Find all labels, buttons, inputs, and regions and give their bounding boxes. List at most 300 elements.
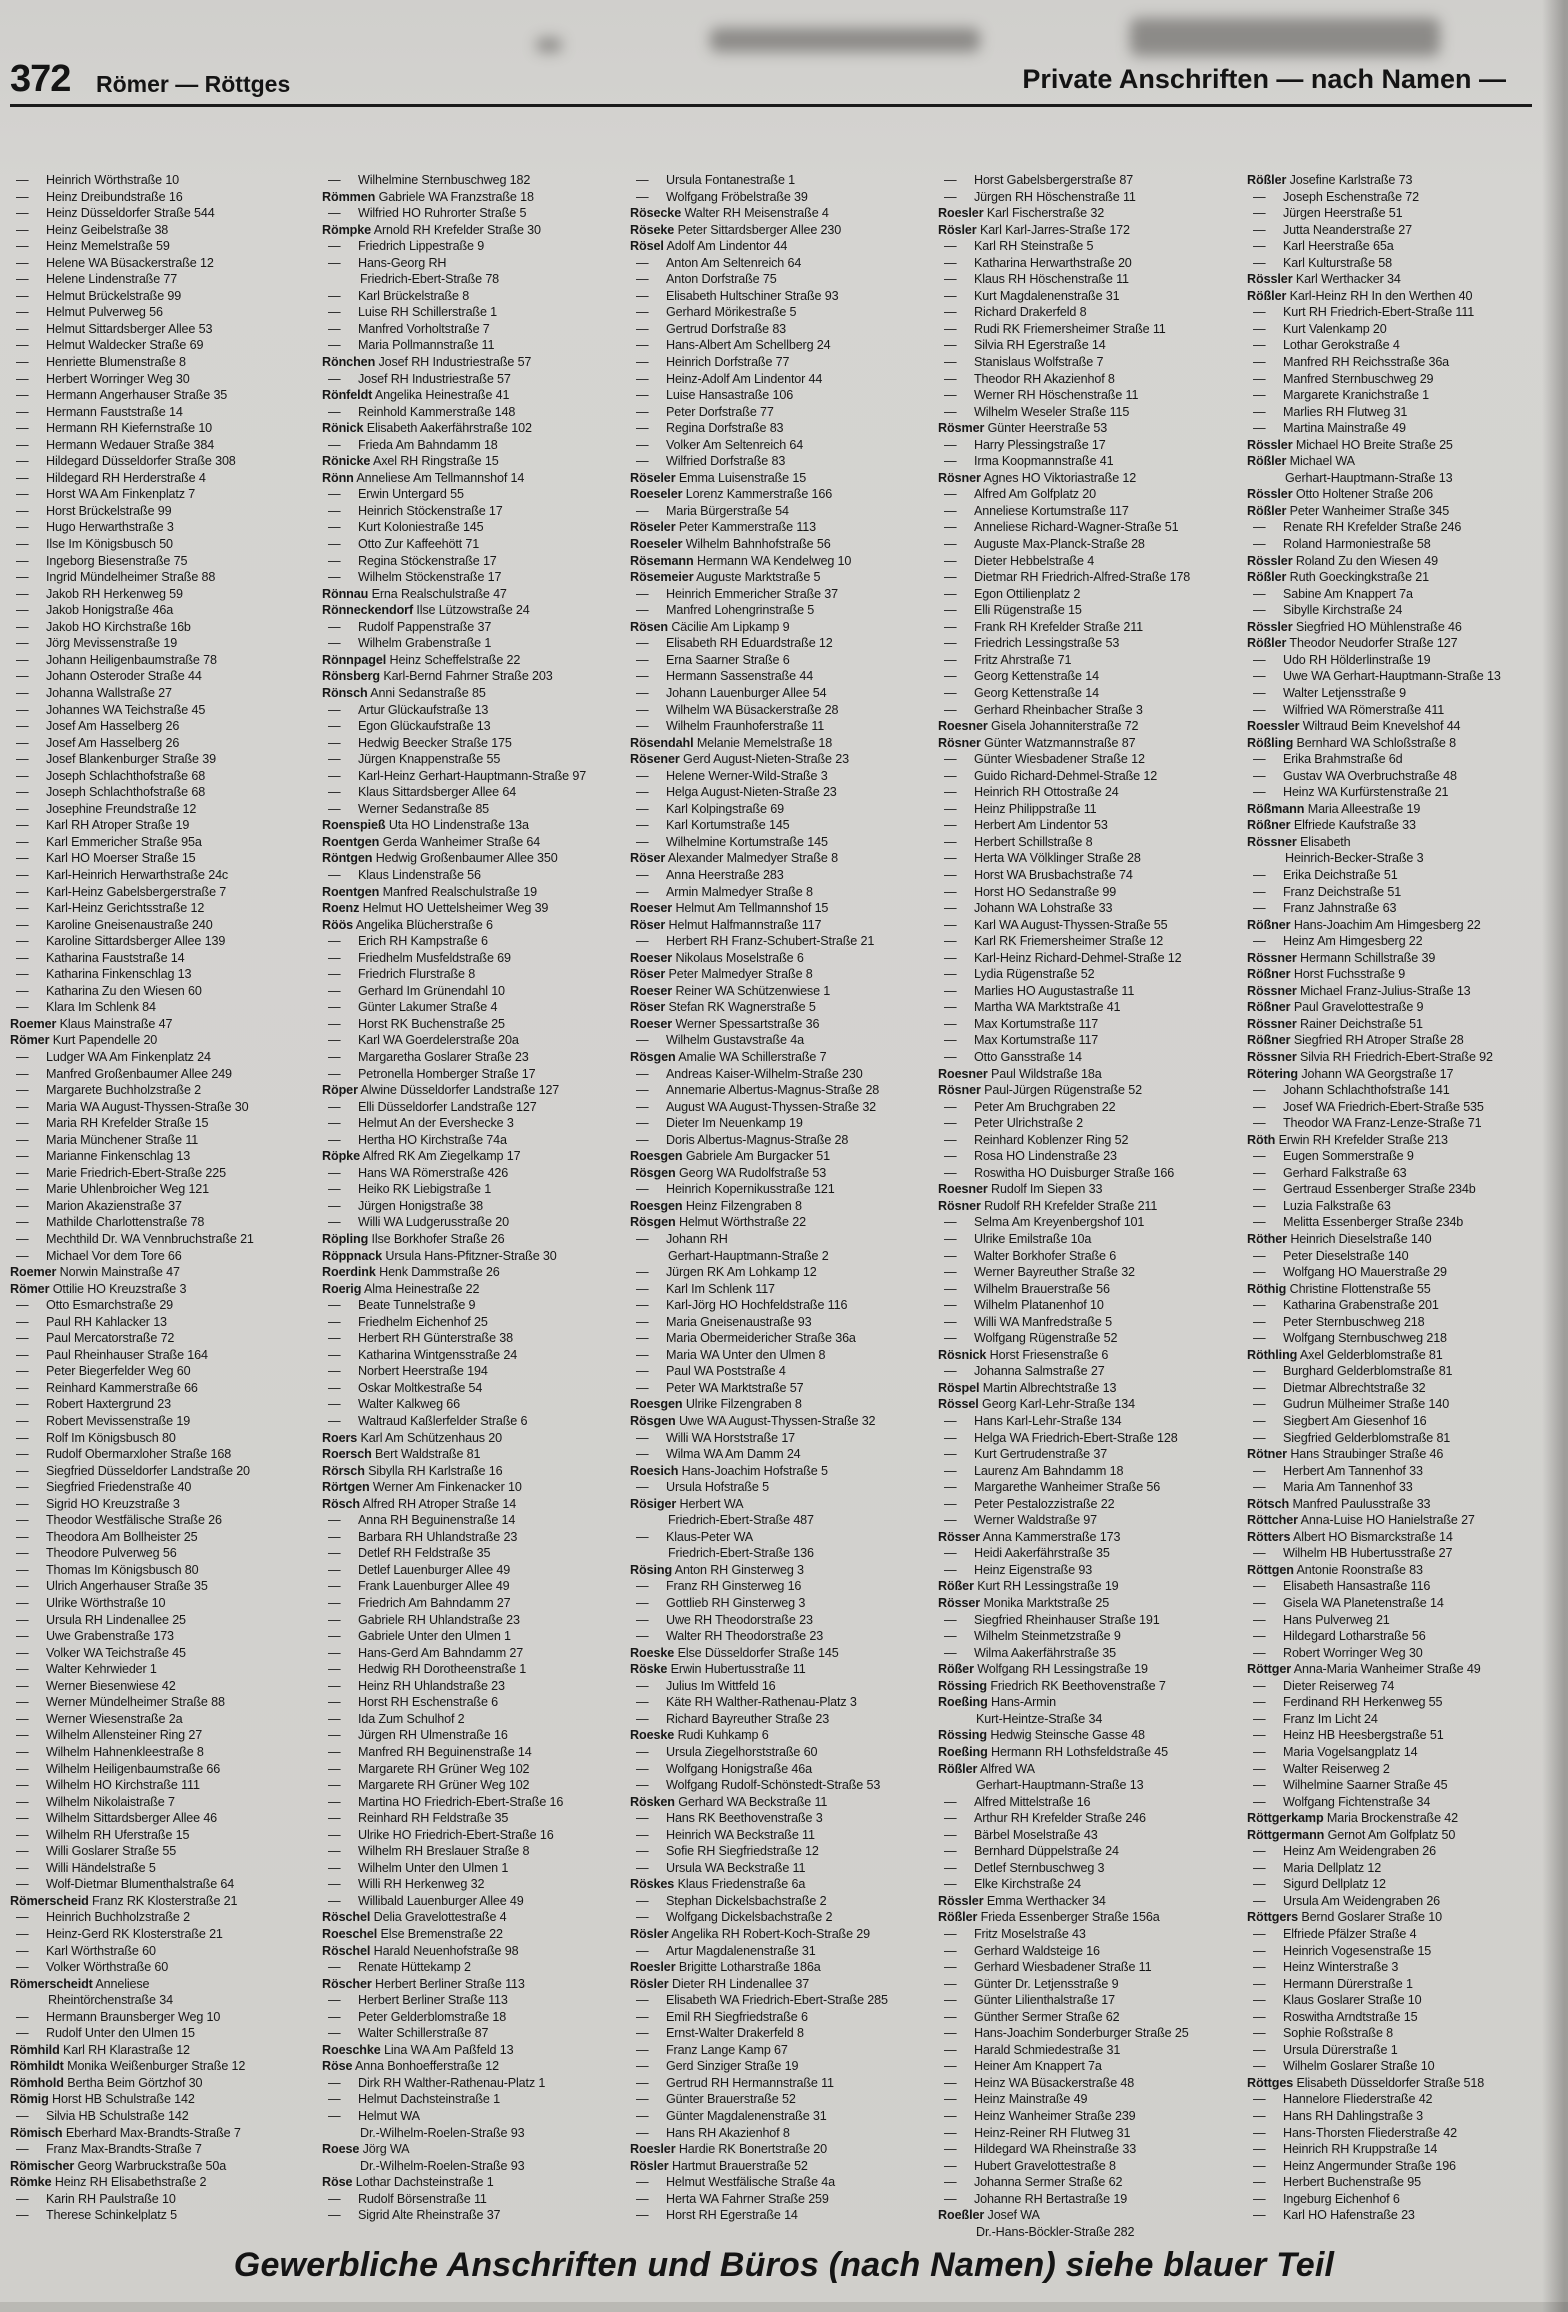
- entry-line: — Ferdinand RH Herkenweg 55: [1253, 1695, 1443, 1710]
- entry-line: — Jürgen RH Ulmenstraße 16: [328, 1728, 508, 1743]
- entry-line: Rössel Georg Karl-Lehr-Straße 134: [938, 1397, 1135, 1412]
- entry-line: — Dietmar Albrechtstraße 32: [1253, 1380, 1426, 1395]
- entry-line: — Horst RK Buchenstraße 25: [328, 1016, 505, 1031]
- entry-line: — Heinz-Adolf Am Lindentor 44: [636, 371, 823, 386]
- entry-line: — Ingeburg Eichenhof 6: [1253, 2191, 1400, 2206]
- entry-line: — Heinz Geibelstraße 38: [16, 222, 169, 237]
- entry-line: Rößler Alfred WA: [938, 1761, 1035, 1776]
- entry-line: Rößler Michael WA: [1247, 454, 1355, 469]
- entry-line: — Stephan Dickelsbachstraße 2: [636, 1893, 827, 1908]
- directory-column-2: [322, 172, 626, 2224]
- entry-line: — Karl Kolpingstraße 69: [636, 801, 784, 816]
- entry-line: Röse Lothar Dachsteinstraße 1: [322, 2175, 494, 2190]
- entry-line: — Friedrich Lippestraße 9: [328, 239, 485, 254]
- entry-line: — Jakob Honigstraße 46a: [16, 603, 174, 618]
- entry-line: Rösler Dieter RH Lindenallee 37: [630, 1976, 810, 1991]
- entry-line: Rösch Alfred RH Atroper Straße 14: [322, 1496, 517, 1511]
- entry-line: Roeseler Wilhelm Bahnhofstraße 56: [630, 537, 831, 552]
- entry-line: — Karl HO Hafenstraße 23: [1253, 2208, 1415, 2223]
- entry-line: Römer Kurt Papendelle 20: [10, 1033, 158, 1048]
- entry-line: — Herbert RH Franz-Schubert-Straße 21: [636, 934, 875, 949]
- entry-line: — Regina Dorfstraße 83: [636, 421, 784, 436]
- entry-line: — Heinrich WA Beckstraße 11: [636, 1827, 815, 1842]
- entry-line: Roeser Helmut Am Tellmannshof 15: [630, 901, 829, 916]
- entry-line: — Maria Am Tannenhof 33: [1253, 1480, 1413, 1495]
- entry-line: — Roswitha Arndtstraße 15: [1253, 2009, 1418, 2024]
- entry-line: — Sigrid Alte Rheinstraße 37: [328, 2208, 501, 2223]
- entry-line: — Gerhard Falkstraße 63: [1253, 1165, 1407, 1180]
- entry-line: — Kurt Valenkamp 20: [1253, 321, 1387, 336]
- entry-line: — Marie Uhlenbroicher Weg 121: [16, 1182, 210, 1197]
- entry-line: — Robert Haxtergrund 23: [16, 1397, 171, 1412]
- entry-line: Röskes Klaus Friedenstraße 6a: [630, 1877, 806, 1892]
- entry-line: — Klaus-Peter WA: [636, 1529, 754, 1544]
- entry-line: Rötsch Manfred Paulusstraße 33: [1247, 1496, 1431, 1511]
- entry-line: — Klaus RH Höschenstraße 11: [944, 272, 1129, 287]
- entry-line: — Reinhard Koblenzer Ring 52: [944, 1132, 1129, 1147]
- entry-line: — Willi WA Ludgerusstraße 20: [328, 1215, 510, 1230]
- entry-line: — Wilma WA Am Damm 24: [636, 1447, 801, 1462]
- entry-line: Rößmann Maria Alleestraße 19: [1247, 801, 1421, 816]
- entry-line: Röttgers Bernd Goslarer Straße 10: [1247, 1910, 1442, 1925]
- entry-line: — Helmut Waldecker Straße 69: [16, 338, 204, 353]
- entry-line: Heinrich-Becker-Straße 3: [1285, 851, 1424, 866]
- entry-line: Rösser Anna Kammerstraße 173: [938, 1529, 1121, 1544]
- entry-line: — Theodor RH Akazienhof 8: [944, 371, 1115, 386]
- entry-line: — Gerhard Mörikestraße 5: [636, 305, 797, 320]
- entry-line: Rörsch Sibylla RH Karlstraße 16: [322, 1463, 503, 1478]
- entry-line: — Renate Hüttekamp 2: [328, 1960, 471, 1975]
- entry-line: — Hugo Herwarthstraße 3: [16, 520, 174, 535]
- entry-line: — Walter Letjensstraße 9: [1253, 685, 1406, 700]
- entry-line: Rössing Hedwig Steinsche Gasse 48: [938, 1728, 1145, 1743]
- entry-line: Rößler Frieda Essenberger Straße 156a: [938, 1910, 1160, 1925]
- entry-line: — Helmut WA: [328, 2108, 420, 2123]
- entry-line: — Johanne RH Bertastraße 19: [944, 2191, 1128, 2206]
- entry-line: — Anton Am Seltenreich 64: [636, 255, 802, 270]
- entry-line: — Karl-Heinrich Herwarthstraße 24c: [16, 867, 229, 882]
- entry-line: — Katharina Zu den Wiesen 60: [16, 983, 202, 998]
- entry-line: Roeschke Lina WA Am Paßfeld 13: [322, 2042, 514, 2057]
- entry-line: — Herbert Schillstraße 8: [944, 834, 1093, 849]
- entry-line: — Helmut Brückelstraße 99: [16, 288, 182, 303]
- entry-line: — Hermann Fauststraße 14: [16, 404, 183, 419]
- entry-line: Roenspieß Uta HO Lindenstraße 13a: [322, 818, 529, 833]
- section-title: Private Anschriften — nach Namen —: [1022, 64, 1506, 94]
- directory-columns: [0, 172, 1568, 2252]
- entry-line: — Artur Glückaufstraße 13: [328, 702, 489, 717]
- entry-line: — Rudolf Unter den Ulmen 15: [16, 2026, 195, 2041]
- entry-line: — Helga WA Friedrich-Ebert-Straße 128: [944, 1430, 1178, 1445]
- entry-line: Röpke Alfred RK Am Ziegelkamp 17: [322, 1149, 521, 1164]
- entry-line: — Erika Brahmstraße 6d: [1253, 752, 1403, 767]
- entry-line: Rötner Hans Straubinger Straße 46: [1247, 1447, 1444, 1462]
- entry-line: Rösecke Walter RH Meisenstraße 4: [630, 206, 829, 221]
- entry-line: — Karl HO Moerser Straße 15: [16, 851, 196, 866]
- entry-line: — Wilhelmine Sternbuschweg 182: [328, 173, 531, 187]
- entry-line: — Klara Im Schlenk 84: [16, 1000, 156, 1015]
- entry-line: Dr.-Wilhelm-Roelen-Straße 93: [360, 2158, 525, 2173]
- entry-line: Rheintörchenstraße 34: [48, 1993, 173, 2008]
- entry-line: — Karl Brückelstraße 8: [328, 288, 470, 303]
- entry-line: Röthling Axel Gelderblomstraße 81: [1247, 1347, 1443, 1362]
- entry-line: — Joseph Eschenstraße 72: [1253, 189, 1420, 204]
- entry-line: Rönneckendorf Ilse Lützowstraße 24: [322, 603, 530, 618]
- entry-line: — Hermann RH Kiefernstraße 10: [16, 421, 213, 436]
- entry-line: — Helmut Westfälische Straße 4a: [636, 2175, 835, 2190]
- entry-line: — Marion Akazienstraße 37: [16, 1198, 182, 1213]
- entry-line: Roerdink Henk Dammstraße 26: [322, 1265, 500, 1280]
- entry-line: — Bernhard Düppelstraße 24: [944, 1844, 1119, 1859]
- entry-line: — Elli Rügenstraße 15: [944, 603, 1082, 618]
- entry-line: — Wilma Aakerfährstraße 35: [944, 1645, 1116, 1660]
- entry-line: — Heidi Aakerfährstraße 35: [944, 1546, 1110, 1561]
- entry-line: — Manfred Vorholtstraße 7: [328, 321, 490, 336]
- scan-artifact: [710, 28, 980, 52]
- entry-line: — Jürgen Heerstraße 51: [1253, 206, 1403, 221]
- entry-line: Römhildt Monika Weißenburger Straße 12: [10, 2059, 246, 2074]
- entry-line: — Karl WA Goerdelerstraße 20a: [328, 1033, 519, 1048]
- entry-line: — Hedwig RH Dorotheenstraße 1: [328, 1662, 527, 1677]
- entry-line: — Wolf-Dietmar Blumenthalstraße 64: [16, 1877, 235, 1892]
- entry-line: Friedrich-Ebert-Straße 78: [360, 272, 500, 287]
- entry-line: — Erna Saarner Straße 6: [636, 652, 790, 667]
- entry-line: — Paul RH Kahlacker 13: [16, 1314, 167, 1329]
- entry-line: — Hermann Braunsberger Weg 10: [16, 2009, 221, 2024]
- entry-line: — Gerhard Wiesbadener Straße 11: [944, 1960, 1152, 1975]
- entry-line: — Karl-Heinz Gerichtsstraße 12: [16, 901, 205, 916]
- entry-line: Roeßing Hans-Armin: [938, 1695, 1057, 1710]
- entry-line: — Ursula Am Weidengraben 26: [1253, 1893, 1441, 1908]
- entry-line: — Egon Glückaufstraße 13: [328, 719, 491, 734]
- entry-line: — Otto Esmarchstraße 29: [16, 1298, 174, 1313]
- entry-line: — Rudolf Börsenstraße 11: [328, 2191, 487, 2206]
- entry-line: Rösgen Uwe WA August-Thyssen-Straße 32: [630, 1414, 876, 1429]
- entry-line: — Karoline Gneisenaustraße 240: [16, 917, 213, 932]
- entry-line: — Hertha HO Kirchstraße 74a: [328, 1132, 507, 1147]
- entry-line: — Johanna Sermer Straße 62: [944, 2175, 1123, 2190]
- entry-line: — Kurt Gertrudenstraße 37: [944, 1447, 1108, 1462]
- entry-line: Röspel Martin Albrechtstraße 13: [938, 1380, 1117, 1395]
- entry-line: — Wilhelm Sittardsberger Allee 46: [16, 1811, 218, 1826]
- entry-line: — Reinhard Kammerstraße 66: [16, 1380, 198, 1395]
- entry-line: Roentgen Manfred Realschulstraße 19: [322, 884, 537, 899]
- entry-line: — Wilhelm HB Hubertusstraße 27: [1253, 1546, 1453, 1561]
- entry-line: — Peter Biegerfelder Weg 60: [16, 1364, 191, 1379]
- entry-line: Röscher Herbert Berliner Straße 113: [322, 1976, 525, 1991]
- entry-line: Roese Jörg WA: [322, 2142, 410, 2157]
- entry-line: — Wilhelm Nikolaistraße 7: [16, 1794, 175, 1809]
- entry-line: — Wilhelm RH Breslauer Straße 8: [328, 1844, 530, 1859]
- entry-line: Rönnau Erna Realschulstraße 47: [322, 586, 507, 601]
- entry-line: — Walter Kehrwieder 1: [16, 1662, 157, 1677]
- entry-line: — Sabine Am Knappert 7a: [1253, 586, 1413, 601]
- entry-line: — Eugen Sommerstraße 9: [1253, 1149, 1414, 1164]
- entry-line: — Katharina Fauststraße 14: [16, 950, 185, 965]
- entry-line: Römischer Georg Warbruckstraße 50a: [10, 2158, 227, 2173]
- entry-line: — Helene Lindenstraße 77: [16, 272, 178, 287]
- entry-line: — Robert Mevissenstraße 19: [16, 1414, 191, 1429]
- entry-line: — Heinz Am Himgesberg 22: [1253, 934, 1423, 949]
- entry-line: — Georg Kettenstraße 14: [944, 669, 1099, 684]
- entry-line: Röske Erwin Hubertusstraße 11: [630, 1662, 806, 1677]
- entry-line: — Werner Mündelheimer Straße 88: [16, 1695, 225, 1710]
- entry-line: — Emil RH Siegfriedstraße 6: [636, 2009, 808, 2024]
- entry-line: Röther Heinrich Dieselstraße 140: [1247, 1232, 1432, 1246]
- entry-line: — Maria WA Unter den Ulmen 8: [636, 1347, 826, 1362]
- entry-line: — Maria Pollmannstraße 11: [328, 338, 495, 353]
- entry-line: — Dirk RH Walther-Rathenau-Platz 1: [328, 2075, 546, 2090]
- entry-line: Kurt-Heintze-Straße 34: [976, 1711, 1103, 1726]
- entry-line: Röppnack Ursula Hans-Pfitzner-Straße 30: [322, 1248, 557, 1263]
- entry-line: — Heinz-Gerd RK Klosterstraße 21: [16, 1926, 223, 1941]
- entry-line: — Franz Jahnstraße 63: [1253, 901, 1397, 916]
- entry-line: — Walter Borkhofer Straße 6: [944, 1248, 1117, 1263]
- entry-line: Röttgermann Gernot Am Golfplatz 50: [1247, 1827, 1456, 1842]
- entry-line: — Wilhelm RH Uferstraße 15: [16, 1827, 190, 1842]
- entry-line: — Peter Sternbuschweg 218: [1253, 1314, 1425, 1329]
- entry-line: — Elisabeth RH Eduardstraße 12: [636, 636, 833, 651]
- entry-line: Rösler Karl Karl-Jarres-Straße 172: [938, 222, 1130, 237]
- entry-line: — Hermann Dürerstraße 1: [1253, 1976, 1413, 1991]
- entry-line: — Rolf Im Königsbusch 80: [16, 1430, 176, 1445]
- entry-line: — Egon Ottilienplatz 2: [944, 586, 1081, 601]
- entry-line: — Arthur RH Krefelder Straße 246: [944, 1811, 1146, 1826]
- entry-line: — Heinrich Kopernikusstraße 121: [636, 1182, 835, 1197]
- entry-line: — Gerhard Rheinbacher Straße 3: [944, 702, 1143, 717]
- entry-line: — Maria RH Krefelder Straße 15: [16, 1116, 209, 1131]
- entry-line: — Günter Lakumer Straße 4: [328, 1000, 498, 1015]
- entry-line: — Paul Mercatorstraße 72: [16, 1331, 175, 1346]
- entry-line: Rösmer Günter Heerstraße 53: [938, 421, 1108, 436]
- entry-line: Rösendahl Melanie Memelstraße 18: [630, 735, 833, 750]
- entry-line: Rösgen Helmut Wörthstraße 22: [630, 1215, 806, 1230]
- entry-line: — Rudolf Pappenstraße 37: [328, 619, 492, 634]
- entry-line: — Heinz Memelstraße 59: [16, 239, 170, 254]
- entry-line: — Bärbel Moselstraße 43: [944, 1827, 1098, 1842]
- entry-line: — Willi Goslarer Straße 55: [16, 1844, 177, 1859]
- entry-line: — Karl Wörthstraße 60: [16, 1943, 156, 1958]
- entry-line: — Karl RK Friemersheimer Straße 12: [944, 934, 1164, 949]
- entry-line: — Willi RH Herkenweg 32: [328, 1877, 485, 1892]
- entry-line: Rösken Gerhard WA Beckstraße 11: [630, 1794, 828, 1809]
- entry-line: Roesner Paul Wildstraße 18a: [938, 1066, 1102, 1081]
- entry-line: — Werner Waldstraße 97: [944, 1513, 1097, 1528]
- entry-line: — Mechthild Dr. WA Vennbruchstraße 21: [16, 1232, 254, 1246]
- entry-line: Röser Alexander Malmedyer Straße 8: [630, 851, 838, 866]
- entry-line: — Max Kortumstraße 117: [944, 1033, 1099, 1048]
- entry-line: Röthig Christine Flottenstraße 55: [1247, 1281, 1431, 1296]
- entry-line: — Hubert Gravelottestraße 8: [944, 2158, 1116, 2173]
- entry-line: — Reinhard RH Feldstraße 35: [328, 1811, 509, 1826]
- entry-line: Roesler Karl Fischerstraße 32: [938, 206, 1105, 221]
- entry-line: — Anton Dorfstraße 75: [636, 272, 777, 287]
- entry-line: — Hermann Wedauer Straße 384: [16, 437, 215, 452]
- entry-line: — Horst WA Am Finkenplatz 7: [16, 487, 196, 502]
- entry-line: — Friedhelm Eichenhof 25: [328, 1314, 488, 1329]
- entry-line: — Jutta Neanderstraße 27: [1253, 222, 1413, 237]
- footer-notice: Gewerbliche Anschriften und Büros (nach Namen) siehe blauer Teil: [233, 2246, 1335, 2284]
- entry-line: Rößer Kurt RH Lessingstraße 19: [938, 1579, 1119, 1594]
- entry-line: — Klaus Sittardsberger Allee 64: [328, 785, 517, 800]
- entry-line: Rößner Paul Gravelottestraße 9: [1247, 1000, 1424, 1015]
- entry-line: Römisch Eberhard Max-Brandts-Straße 7: [10, 2125, 241, 2140]
- entry-line: — Annemarie Albertus-Magnus-Straße 28: [636, 1083, 880, 1098]
- entry-line: — Wolfgang Dickelsbachstraße 2: [636, 1910, 833, 1925]
- entry-line: — Rudolf Obermarxloher Straße 168: [16, 1447, 232, 1462]
- entry-line: Röser Stefan RK Wagnerstraße 5: [630, 1000, 816, 1015]
- entry-line: — Julius Im Wittfeld 16: [636, 1678, 776, 1693]
- entry-line: — Karl RH Atroper Straße 19: [16, 818, 190, 833]
- entry-line: — Friedrich Am Bahndamm 27: [328, 1596, 511, 1611]
- entry-line: — Waltraud Kaßlerfelder Straße 6: [328, 1414, 528, 1429]
- entry-line: — Elisabeth Hultschiner Straße 93: [636, 288, 839, 303]
- entry-line: — Heinrich Stöckenstraße 17: [328, 503, 503, 518]
- entry-line: — Walter Reiserweg 2: [1253, 1761, 1390, 1776]
- entry-line: Rössler Michael HO Breite Straße 25: [1247, 437, 1453, 452]
- entry-line: — Heinz Philippstraße 11: [944, 801, 1097, 816]
- entry-line: Röntgen Hedwig Großenbaumer Allee 350: [322, 851, 558, 866]
- entry-line: Rösner Paul-Jürgen Rügenstraße 52: [938, 1083, 1142, 1098]
- entry-line: — Hildegard WA Rheinstraße 33: [944, 2142, 1137, 2157]
- entry-line: Rößler Karl-Heinz RH In den Werthen 40: [1247, 288, 1473, 303]
- entry-line: — Lydia Rügenstraße 52: [944, 967, 1095, 982]
- entry-line: — Siegfried Gelderblomstraße 81: [1253, 1430, 1451, 1445]
- entry-line: — Detlef Lauenburger Allee 49: [328, 1562, 511, 1577]
- entry-line: — Udo RH Hölderlinstraße 19: [1253, 652, 1431, 667]
- entry-line: — Gustav WA Overbruchstraße 48: [1253, 768, 1457, 783]
- entry-line: — Günter Dr. Letjensstraße 9: [944, 1976, 1119, 1991]
- entry-line: — Sigrid HO Kreuzstraße 3: [16, 1496, 180, 1511]
- entry-line: — Ulrike Wörthstraße 10: [16, 1596, 166, 1611]
- entry-line: — Andreas Kaiser-Wilhelm-Straße 230: [636, 1066, 863, 1081]
- entry-line: — Ida Zum Schulhof 2: [328, 1711, 465, 1726]
- entry-line: Römerscheidt Anneliese: [10, 1976, 150, 1991]
- entry-line: Gerhart-Hauptmann-Straße 13: [1285, 470, 1453, 485]
- entry-line: — Klaus Lindenstraße 56: [328, 867, 481, 882]
- entry-line: — Barbara RH Uhlandstraße 23: [328, 1529, 518, 1544]
- entry-line: — Jürgen Knappenstraße 55: [328, 752, 501, 767]
- entry-line: — Willibald Lauenburger Allee 49: [328, 1893, 524, 1908]
- entry-line: Rößner Elfriede Kaufstraße 33: [1247, 818, 1416, 833]
- entry-line: — Wolfgang Fichtenstraße 34: [1253, 1794, 1431, 1809]
- entry-line: Rößner Siegfried RH Atroper Straße 28: [1247, 1033, 1464, 1048]
- entry-line: Roesler Hardie RK Bonertstraße 20: [630, 2142, 827, 2157]
- entry-line: — Wilfried WA Römerstraße 411: [1253, 702, 1445, 717]
- entry-line: Roeser Werner Spessartstraße 36: [630, 1016, 820, 1031]
- entry-line: — Johann Lauenburger Allee 54: [636, 685, 827, 700]
- entry-line: — Volker Wörthstraße 60: [16, 1960, 169, 1975]
- entry-line: — Hans-Joachim Sonderburger Straße 25: [944, 2026, 1189, 2041]
- entry-line: — Gertraud Essenberger Straße 234b: [1253, 1182, 1476, 1197]
- entry-line: — Herbert Buchenstraße 95: [1253, 2175, 1421, 2190]
- entry-line: — Jürgen RH Höschenstraße 11: [944, 189, 1136, 204]
- entry-line: — Wilhelm Platanenhof 10: [944, 1298, 1104, 1313]
- entry-line: — Herta WA Fahrner Straße 259: [636, 2191, 829, 2206]
- entry-line: Rössner Hermann Schillstraße 39: [1247, 950, 1436, 965]
- entry-line: — Wilfried HO Ruhrorter Straße 5: [328, 206, 527, 221]
- entry-line: — Heinrich Buchholzstraße 2: [16, 1910, 190, 1925]
- entry-line: — Siegbert Am Giesenhof 16: [1253, 1414, 1427, 1429]
- entry-line: — Werner Sedanstraße 85: [328, 801, 490, 816]
- entry-line: Rößner Horst Fuchsstraße 9: [1247, 967, 1406, 982]
- page-edge-shadow: [0, 2302, 1568, 2312]
- entry-line: Rösgen Georg WA Rudolfstraße 53: [630, 1165, 827, 1180]
- entry-line: — Sigurd Dellplatz 12: [1253, 1877, 1386, 1892]
- entry-line: Dr.-Wilhelm-Roelen-Straße 93: [360, 2125, 525, 2140]
- entry-line: — Sibylle Kirchstraße 24: [1253, 603, 1403, 618]
- entry-line: — Josef Am Hasselberg 26: [16, 735, 180, 750]
- entry-line: — Luise RH Schillerstraße 1: [328, 305, 498, 320]
- entry-line: — Luzia Falkstraße 63: [1253, 1198, 1391, 1213]
- entry-line: — Ingeborg Biesenstraße 75: [16, 553, 188, 568]
- entry-line: Roeschel Else Bremenstraße 22: [322, 1926, 503, 1941]
- entry-line: — Werner RH Höschenstraße 11: [944, 388, 1139, 403]
- entry-line: — Margarete RH Grüner Weg 102: [328, 1778, 530, 1793]
- entry-line: — Gerhard Im Grünendahl 10: [328, 983, 505, 998]
- entry-line: — Peter Ulrichstraße 2: [944, 1116, 1083, 1131]
- entry-line: — Hans WA Römerstraße 426: [328, 1165, 509, 1180]
- entry-line: — Helmut Sittardsberger Allee 53: [16, 321, 213, 336]
- entry-line: — Norbert Heerstraße 194: [328, 1364, 488, 1379]
- entry-line: — Maria WA August-Thyssen-Straße 30: [16, 1099, 249, 1114]
- entry-line: — Dietmar RH Friedrich-Alfred-Straße 178: [944, 570, 1191, 585]
- entry-line: Rösler Hartmut Brauerstraße 52: [630, 2158, 808, 2173]
- entry-line: — Gudrun Mülheimer Straße 140: [1253, 1397, 1450, 1412]
- entry-line: Rötters Albert HO Bismarckstraße 14: [1247, 1529, 1453, 1544]
- entry-line: Rößler Peter Wanheimer Straße 345: [1247, 503, 1450, 518]
- entry-line: Rößling Bernhard WA Schloßstraße 8: [1247, 735, 1456, 750]
- entry-line: Rössing Friedrich RK Beethovenstraße 7: [938, 1678, 1166, 1693]
- directory-column-4: [938, 172, 1242, 2240]
- entry-line: Röttgerkamp Maria Brockenstraße 42: [1247, 1811, 1459, 1826]
- entry-line: Roeske Rudi Kuhkamp 6: [630, 1728, 769, 1743]
- entry-line: Röschel Harald Neuenhofstraße 98: [322, 1943, 519, 1958]
- entry-line: — Wolfgang Fröbelstraße 39: [636, 189, 808, 204]
- entry-line: Rösiger Herbert WA: [630, 1496, 744, 1511]
- entry-line: Roesgen Ulrike Filzengraben 8: [630, 1397, 802, 1412]
- entry-line: Römhild Karl RH Klarastraße 12: [10, 2042, 190, 2057]
- entry-line: Römpke Arnold RH Krefelder Straße 30: [322, 222, 541, 237]
- entry-line: — Friedrich Flurstraße 8: [328, 967, 476, 982]
- entry-line: — Ursula Dürerstraße 1: [1253, 2042, 1398, 2057]
- entry-line: — Heinrich Dorfstraße 77: [636, 355, 790, 370]
- entry-line: — Franz Deichstraße 51: [1253, 884, 1402, 899]
- entry-line: — Marlies HO Augustastraße 11: [944, 983, 1135, 998]
- entry-line: — Heinz Mainstraße 49: [944, 2092, 1088, 2107]
- entry-line: — Uwe RH Theodorstraße 23: [636, 1612, 813, 1627]
- entry-line: — Anneliese Richard-Wagner-Straße 51: [944, 520, 1179, 535]
- entry-line: Rönsberg Karl-Bernd Fahrner Straße 203: [322, 669, 553, 684]
- entry-line: Roentgen Gerda Wanheimer Straße 64: [322, 834, 541, 849]
- entry-line: — Hans-Albert Am Schellberg 24: [636, 338, 831, 353]
- entry-line: — Josef Am Hasselberg 26: [16, 719, 180, 734]
- entry-line: — Horst RH Eschenstraße 6: [328, 1695, 499, 1710]
- entry-line: — Maria Vogelsangplatz 14: [1253, 1744, 1418, 1759]
- entry-line: — Hans RK Beethovenstraße 3: [636, 1811, 823, 1826]
- entry-line: Roersch Bert Waldstraße 81: [322, 1447, 481, 1462]
- entry-line: — Therese Schinkelplatz 5: [16, 2208, 177, 2223]
- entry-line: — Walter Schillerstraße 87: [328, 2026, 489, 2041]
- entry-line: — Helene WA Büsackerstraße 12: [16, 255, 214, 270]
- entry-line: — Peter Am Bruchgraben 22: [944, 1099, 1116, 1114]
- entry-line: — Wilhelm HO Kirchstraße 111: [16, 1778, 200, 1793]
- entry-line: — Mathilde Charlottenstraße 78: [16, 1215, 205, 1230]
- entry-line: — Wilhelm Brauerstraße 56: [944, 1281, 1110, 1296]
- entry-line: — Hildegard RH Herderstraße 4: [16, 470, 206, 485]
- entry-line: — Katharina Grabenstraße 201: [1253, 1298, 1439, 1313]
- entry-line: — Harald Schmiedestraße 31: [944, 2042, 1121, 2057]
